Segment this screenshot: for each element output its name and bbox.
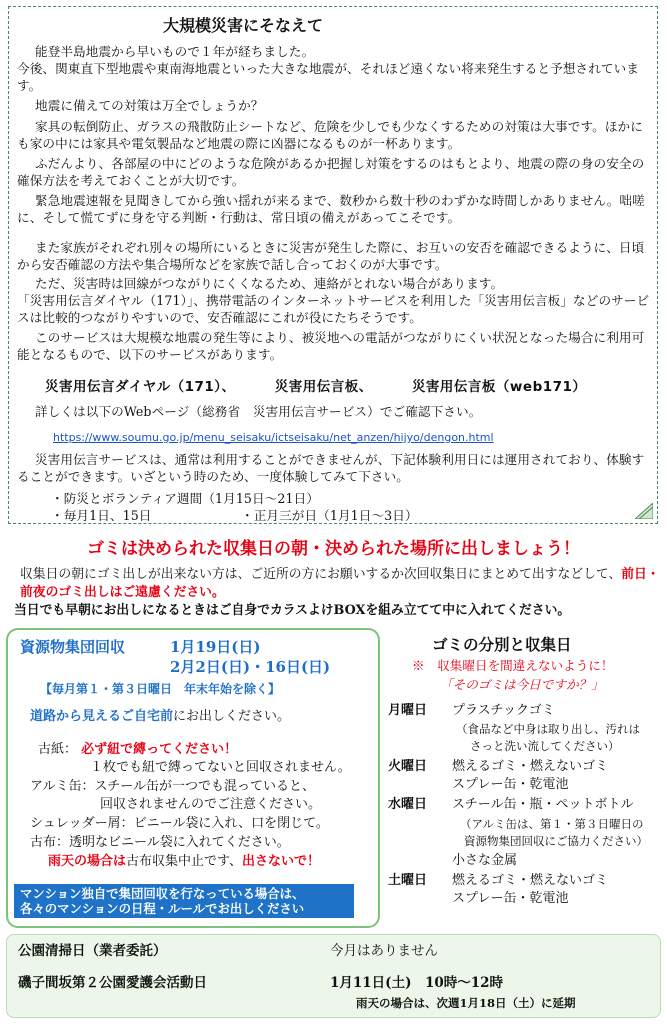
trial-paragraph: 災害用伝言サービスは、通常は利用することができませんが、下記体験利用日には運用されており、体験することができます。いざという時のため、一度体験してみて下さい。 bbox=[17, 452, 645, 484]
paragraph: 地震に備えての対策は万全でしょうか？ bbox=[35, 98, 264, 113]
disaster-title: 大規模災害にそなえて bbox=[162, 16, 323, 35]
saturday-item: スプレー缶・乾電池 bbox=[452, 891, 569, 906]
paragraph: ただ、災害時は回線がつながりにくくなるため、連絡がとれない場合があります。 bbox=[35, 276, 504, 291]
paragraph: また家族がそれぞれ別々の場所にいるときに災害が発生した際に、お互いの安否を確認できるように、日頃から安否確認の方法や集合場所などを家族で話し合っておくのが大事です。 bbox=[17, 240, 645, 272]
service-web171: 災害用伝言板（web171） bbox=[411, 379, 587, 395]
trial-day: ・正月三が日（1月1日～3日） bbox=[241, 508, 418, 523]
paragraph: 家具の転倒防止、ガラスの飛散防止シートなど、危険を少しでも少なくするための対策は大事です。ほかにも家の中には家具や電気製品など地震の際に凶器になるものが一杯あります。 bbox=[17, 119, 643, 151]
saturday-item: 燃えるゴミ・燃えないゴミ bbox=[452, 873, 609, 888]
park-activity-value: 1月11日(土) 10時～12時 bbox=[330, 975, 504, 991]
monday-item: プラスチックゴミ bbox=[452, 703, 555, 718]
rain-rule: 雨天の場合は古布収集中止です、出さないで！ bbox=[48, 854, 320, 869]
park-clean-value: 今月はありません bbox=[330, 943, 438, 959]
cloth-rule: 古布：透明なビニール袋に入れてください。 bbox=[30, 835, 290, 850]
page-fold-icon bbox=[635, 503, 653, 519]
alu-note: 回収されませんのでご注意ください。 bbox=[100, 797, 322, 812]
monday-note: （食品など中身は取り出し、汚れは bbox=[456, 722, 640, 736]
day-saturday: 土曜日 bbox=[388, 873, 428, 888]
trial-day: ・毎月1日、15日 bbox=[51, 508, 152, 523]
schedule-warn: ※ 収集曜日を間違えないように！ bbox=[412, 658, 614, 673]
service-board: 災害用伝言板、 bbox=[274, 379, 373, 395]
shredder-rule: シュレッダー屑：ビニール袋に入れ、口を閉じて。 bbox=[30, 816, 329, 831]
wednesday-note: 資源物集団回収にご協力ください） bbox=[464, 834, 648, 848]
service-dial: 災害用伝言ダイヤル（171）、 bbox=[45, 379, 236, 395]
recycle-date2: 2月2日(日)・16日(日) bbox=[170, 658, 331, 676]
recycle-note: 【毎月第１・第３日曜日 年末年始を除く】 bbox=[40, 682, 281, 696]
wednesday-note: （アルミ缶は、第１・第３日曜日の bbox=[460, 817, 644, 831]
day-tuesday: 火曜日 bbox=[388, 759, 428, 774]
paragraph: 今後、関東直下型地震や東南海地震といった大きな地震が、それほど遠くない将来発生すると予想されています。 bbox=[17, 61, 639, 93]
day-monday: 月曜日 bbox=[388, 703, 428, 718]
day-wednesday: 水曜日 bbox=[388, 797, 428, 812]
park-activity-note: 雨天の場合は、次週1月18日（土）に延期 bbox=[356, 996, 576, 1010]
park-clean-label: 公園清掃日（業者委託） bbox=[18, 943, 167, 959]
paragraph: このサービスは大規模な地震の発生等により、被災地への電話がつながりにくい状況となった場合に利用可能となるもので、以下のサービスがあります。 bbox=[17, 330, 645, 362]
wednesday-item: 小さな金属 bbox=[452, 853, 518, 868]
garbage-line1: 収集日の朝にゴミ出しが出来ない方は、ご近所の方にお願いするか次回収集日にまとめて出すなどして、前日・前夜のゴミ出しはご遠慮ください。 bbox=[20, 567, 660, 600]
paragraph: 能登半島地震から早いもので１年が経ちました。 bbox=[35, 44, 315, 59]
tuesday-item: 燃えるゴミ・燃えないゴミ bbox=[452, 759, 609, 774]
paper-rule: 古紙： 必ず紐で縛ってください！ bbox=[38, 742, 238, 757]
recycle-title: 資源物集団回収 bbox=[20, 638, 126, 656]
schedule-title: ゴミの分別と収集日 bbox=[432, 635, 572, 654]
garbage-title: ゴミは決められた収集日の朝・決められた場所に出しましょう！ bbox=[87, 539, 580, 559]
park-activity-label: 磯子間坂第２公園愛護会活動日 bbox=[18, 975, 207, 991]
recycle-date1: 1月19日(日) bbox=[170, 638, 261, 656]
paragraph: ふだんより、各部屋の中にどのような危険があるか把握し対策をするのはもとより、地震の際の身の安全の確保方法を考えておくことが大切です。 bbox=[17, 156, 645, 188]
recycle-place: 道路から見えるご自宅前にお出しください。 bbox=[30, 709, 291, 724]
paragraph: 緊急地震速報を見聞きしてから強い揺れが来るまで、数秒から数十秒のわずかな時間しかありません。咄嗟に、そして慌てずに身を守る判断・行動は、常日頃の備えがあってこそです。 bbox=[17, 193, 645, 225]
details-text: 詳しくは以下のWebページ（総務省 災害用伝言サービス）でご確認下さい。 bbox=[35, 404, 482, 419]
disaster-notice-box bbox=[8, 6, 658, 524]
trial-day: ・防災とボランティア週間（1月15日～21日） bbox=[51, 491, 320, 506]
paper-note: １枚でも紐で縛ってないと回収されません。 bbox=[90, 760, 351, 775]
wednesday-item: スチール缶・瓶・ペットボトル bbox=[452, 797, 634, 812]
schedule-warn2: 「そのゴミは今日ですか？」 bbox=[440, 677, 604, 692]
dengon-link[interactable]: https://www.soumu.go.jp/menu_seisaku/ictseisaku/net_anzen/hijyo/dengon.html bbox=[53, 431, 494, 444]
service-list bbox=[45, 375, 620, 395]
tuesday-item: スプレー缶・乾電池 bbox=[452, 777, 569, 792]
alu-rule: アルミ缶：スチール缶が一つでも混っていると、 bbox=[30, 779, 315, 794]
garbage-line2: 当日でも早朝にお出しになるときはご自身でカラスよけBOXを組み立てて中に入れてください。 bbox=[14, 603, 571, 618]
mansion-notice: マンション独自で集団回収を行なっている場合は、 各々のマンションの日程・ルールでお出しください bbox=[14, 884, 354, 918]
paragraph: 「災害用伝言ダイヤル（171）」、携帯電話のインターネットサービスを利用した「災害用伝言板」などのサービスは比較的つながりやすいので、安否確認にこれが役にたちそうです。 bbox=[17, 293, 650, 325]
monday-note: さっと洗い流してください） bbox=[470, 739, 620, 753]
